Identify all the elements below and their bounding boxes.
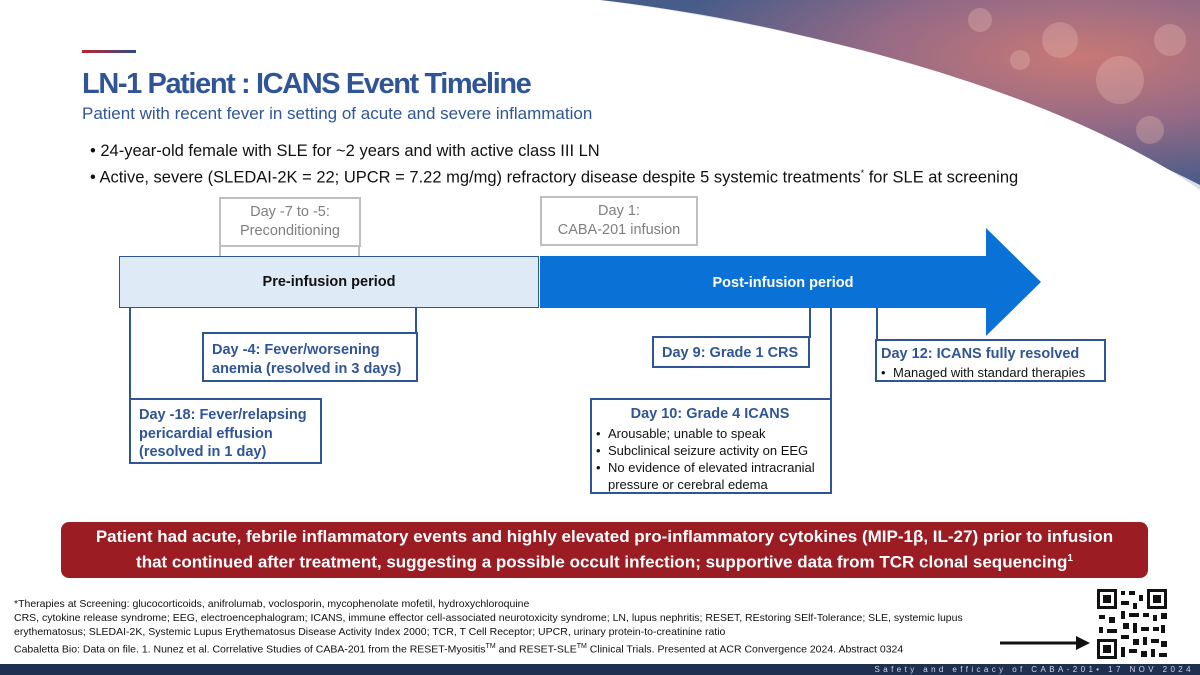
footnote-abbreviations: CRS, cytokine release syndrome; EEG, electroencephalogram; ICANS, immune effector cell-associated neurotoxicity syndrome; LN, lupus nephritis; RESET, REstoring SElf-Tolerance; SLE, systemic lupus erythematosus; SLEDAI-2K, Systemic Lupus Erythematosus Disease Activity Index 2000; TCR, T Cell Receptor; UPCR, urinary protein-to-creatinine ratio — [14, 612, 963, 638]
pre-infusion-period: Pre-infusion period — [119, 256, 539, 308]
infusion-marker: Day 1: CABA-201 infusion — [540, 196, 698, 246]
post-infusion-period: Post-infusion period — [712, 275, 854, 291]
footnote-references: Cabaletta Bio: Data on file. 1. Nunez et al. Correlative Studies of CABA-201 from the RESET-Myositis™ and RESET-SLE™ Clinical Trials. Presented at ACR Convergence 2024. Abstract 0324 — [14, 643, 904, 656]
patient-summary — [90, 140, 1018, 189]
event-day-10: Day 10: Grade 4 ICANS • Arousable; unable to speak • Subclinical seizure activity on EEG • No evidence of elevated intracranial pressure or cerebral edema — [590, 398, 832, 494]
event-day-9: Day 9: Grade 1 CRS — [652, 336, 810, 368]
qr-code — [1095, 587, 1169, 661]
day-10-details: • Arousable; unable to speak • Subclinical seizure activity on EEG • No evidence of elevated intracranial pressure or cerebral edema — [596, 425, 824, 493]
footnote-therapies: *Therapies at Screening: glucocorticoids, anifrolumab, voclosporin, mycophenolate mofetil, hydroxychloroquine — [14, 598, 530, 610]
preconditioning-marker: Day -7 to -5: Preconditioning — [219, 197, 361, 247]
event-day-12: Day 12: ICANS fully resolved • Managed with standard therapies — [875, 339, 1106, 382]
page-subtitle: Patient with recent fever in setting of acute and severe inflammation — [82, 104, 593, 123]
footer-text: Safety and efficacy of CABA-201• 17 NOV 2024 — [874, 665, 1194, 674]
day-12-details: • Managed with standard therapies — [881, 364, 1104, 381]
conclusion-banner: Patient had acute, febrile inflammatory events and highly elevated pro-inflammatory cytokines (MIP-1β, IL-27) prior to infusion that continued after treatment, suggesting a possible occult infection; supportive data from TCR clonal sequencing$^1$ — [61, 522, 1148, 578]
page-title: LN-1 Patient : ICANS Event Timeline — [82, 68, 531, 100]
event-day-minus-4: Day -4: Fever/worsening anemia (resolved in 3 days) — [202, 332, 418, 382]
summary-bullet: • 24-year-old female with SLE for ~2 years and with active class III LN — [90, 142, 600, 160]
summary-bullet: • Active, severe (SLEDAI-2K = 22; UPCR = 7.22 mg/mg) refractory disease despite 5 systemic treatments* for SLE at screening — [90, 168, 1019, 187]
event-day-minus-18: Day -18: Fever/relapsing pericardial effusion (resolved in 1 day) — [129, 398, 322, 464]
title-accent-line — [82, 50, 136, 53]
